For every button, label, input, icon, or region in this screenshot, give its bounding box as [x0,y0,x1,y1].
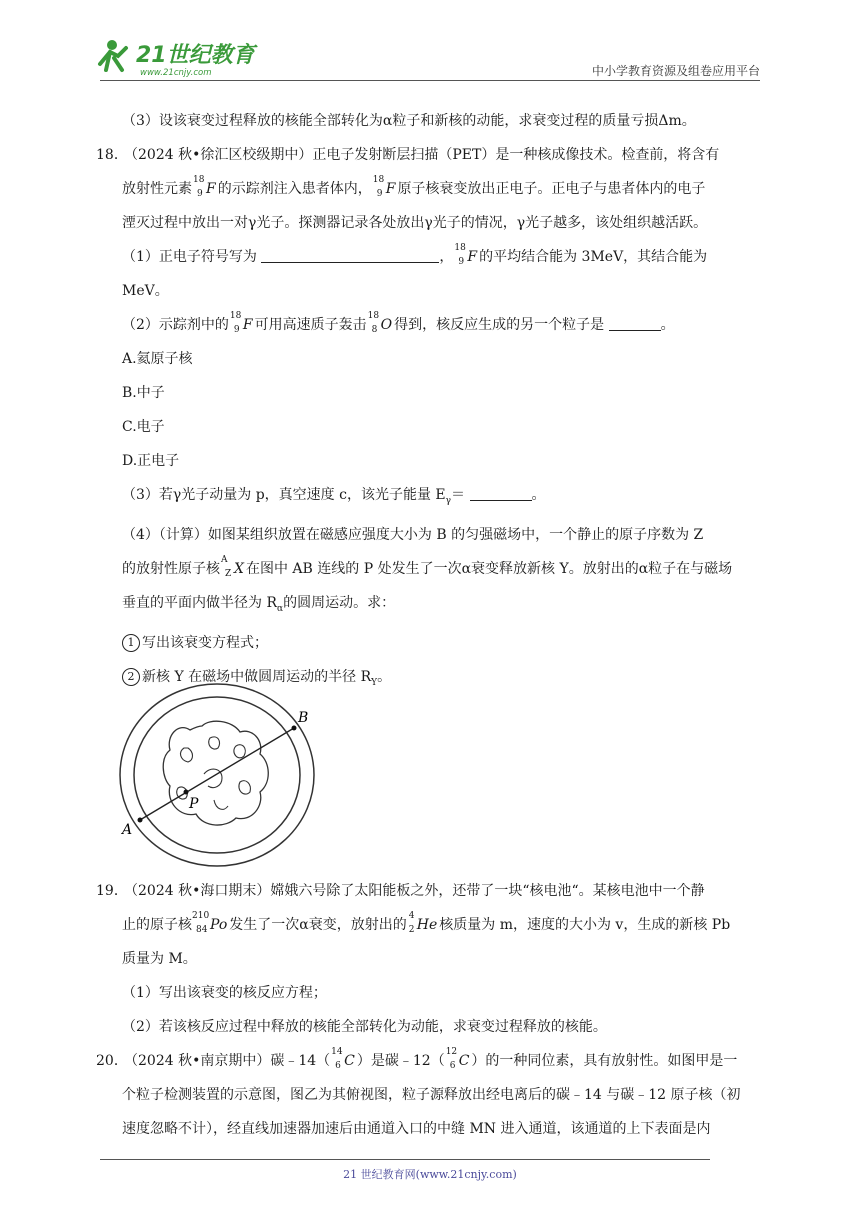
circled-number-2: 2 [122,668,140,686]
option-a[interactable]: A.氦原子核 [122,351,193,367]
nuclide-Po: 210 84 Po [192,911,228,935]
outer-circle [120,684,314,866]
q19-part2: （2）若该核反应过程中释放的核能全部转化为动能，求衰变过程释放的核能。 [122,1019,607,1035]
label-P: P [189,796,199,812]
option-d[interactable]: D.正电子 [122,453,180,469]
page-footer[interactable]: 21 世纪教育网(www.21cnjy.com) [343,1168,517,1181]
logo-text: 21世纪教育 [136,43,255,68]
option-b[interactable]: B.中子 [122,385,165,401]
answer-blank-1[interactable] [261,248,439,263]
nuclide-C12: 12 6 C [445,1047,470,1071]
q20-line3: 速度忽略不计），经直线加速器加速后由通道入口的中缝 MN 进入通道，该通道的上下表面是内 [122,1121,711,1137]
nuclide-F18: 18 9 F [454,243,478,267]
point-B [292,726,297,731]
point-P [184,790,189,795]
q18-part4-line2: 的放射性原子核 A Z X 在图中 AB 连线的 P 处发生了一次α衰变释放新核 Y。放射出的α粒子在与磁场 [100,552,762,586]
q18-line3: 湮灭过程中放出一对γ光子。探测器记录各处放出γ光子的情况，γ光子越多，该处组织越活跃。 [122,215,708,231]
q19-part1: （1）写出该衰变的核反应方程； [122,985,327,1001]
q17-part3: （3）设该衰变过程释放的核能全部转化为α粒子和新核的动能，求衰变过程的质量亏损Δm。 [122,113,696,129]
nuclide-C14: 14 6 C [331,1047,355,1071]
site-logo[interactable] [92,36,262,80]
answer-blank-3[interactable] [470,486,532,501]
q18-sub2: 2 新核 Y 在磁场中做圆周运动的半径 $R_Y$。 [100,660,762,700]
magnetic-field-figure [118,682,316,868]
logo-url: www.21cnjy.com [140,68,212,78]
q18-line1: 18．（2024 秋•徐汇区校级期中）正电子发射断层扫描（PET）是一种核成像技术。检查前，将含有 [96,147,720,163]
q18-line2: 放射性元素 18 9 F 的示踪剂注入患者体内， 18 9 F 原子核衰变放出正电子。正电子与患者体内的电子 [100,172,762,206]
q18-part1-cont: MeV。 [122,283,169,299]
footer-divider [100,1159,710,1160]
q20-line2: 个粒子检测装置的示意图，图乙为其俯视图，粒子源释放出经电离后的碳﹣14 与碳﹣12 原子核（初 [122,1087,741,1103]
q18-part4: （4）（计算）如图某组织放置在磁感应强度大小为 B 的匀强磁场中，一个静止的原子序数为 Z [122,526,704,543]
nuclide-He: 4 2 He [408,911,438,935]
nuclide-F18: 18 9 F [193,175,216,199]
q19-line1: 19．（2024 秋•海口期末）嫦娥六号除了太阳能板之外，还带了一块“核电池“。某核电池中一个静 [96,883,705,899]
q18-part1: （1）正电子符号写为 ， 18 9 F 的平均结合能为 3MeV，其结合能为 [100,240,762,274]
nuclide-F18: 18 9 F [229,311,253,335]
circled-number-1: 1 [122,634,140,652]
page-header [0,0,860,90]
nuclide-O18: 18 8 O [367,311,393,335]
q18-part2: （2）示踪剂中的 18 9 F 可用高速质子轰击 18 8 O 得到，核反应生成的另一个粒子是 。 [100,308,762,342]
label-A: A [122,822,133,838]
nuclide-X: A Z X [221,554,244,579]
option-c[interactable]: C.电子 [122,419,165,435]
q20-line1: 20．（2024 秋•南京期中）碳﹣14（ 14 6 C ）是碳﹣12（ 12 6 C ）的一种同位素，具有放射性。如图甲是一 [100,1044,762,1078]
q18-part4-line3: 垂直的平面内做半径为 $R_\alpha$的圆周运动。求： [122,594,396,614]
document-body [96,104,762,699]
q19-line2: 止的原子核 210 84 Po 发生了一次α衰变，放射出的 4 2 He 核质量为 m，速度的大小为 v，生成的新核 Pb [100,908,762,942]
inner-circle [134,697,300,853]
point-A [138,818,143,823]
label-B: B [298,710,309,726]
nuclide-F18: 18 9 F [372,175,396,199]
q18-part3: （3）若γ光子动量为 p，真空速度 c，该光子能量 $E_\gamma=$ 。 [122,487,546,506]
header-divider [100,80,760,81]
header-slogan: 中小学教育资源及组卷应用平台 [591,64,760,78]
q19-line3: 质量为 M。 [122,951,197,967]
q18-sub1: 1 写出该衰变方程式； [100,626,762,660]
answer-blank-2[interactable] [609,316,661,331]
document-body-2 [96,874,762,1146]
